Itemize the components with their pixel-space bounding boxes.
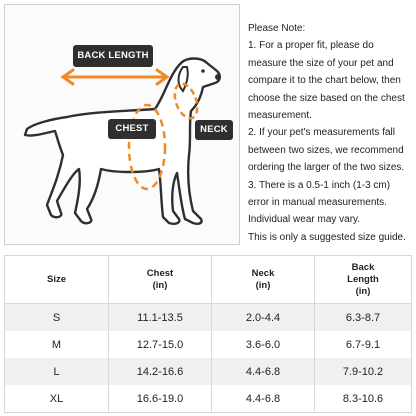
table-header-row <box>5 256 411 304</box>
table-row <box>5 331 411 358</box>
size-cell: S <box>52 311 61 324</box>
dog-nose <box>215 74 221 80</box>
header-length-text: Length <box>347 273 379 285</box>
header-back-text: Back <box>351 261 375 273</box>
header-chest <box>108 256 211 303</box>
chest-label: CHEST <box>108 119 156 139</box>
neck-cell: 3.6-6.0 <box>211 331 314 358</box>
note-line: 3. There is a 0.5-1 inch (1-3 cm) <box>248 179 391 191</box>
note-line: Please Note: <box>248 23 306 34</box>
neck-cell: 4.4-6.8 <box>211 385 314 412</box>
back-cell: 6.7-9.1 <box>314 331 411 358</box>
back-cell: 8.3-10.6 <box>314 385 411 412</box>
note-line: Individual wear may vary. <box>248 214 361 226</box>
neck-label: NECK <box>195 120 233 140</box>
table-row <box>5 385 411 412</box>
table-row <box>5 358 411 385</box>
note-line: between two sizes, we recommend <box>248 144 404 156</box>
dog-body-outline <box>25 59 220 224</box>
chest-cell: 16.6-19.0 <box>108 385 211 412</box>
header-neck-text: Neck <box>251 267 275 279</box>
note-line: measurement. <box>248 110 312 122</box>
back-cell: 7.9-10.2 <box>314 358 411 385</box>
header-size <box>5 256 108 303</box>
size-cell: L <box>53 365 60 378</box>
header-back-length <box>314 256 411 303</box>
note-line: This is only a suggested size guide. <box>248 231 406 243</box>
neck-cell: 2.0-4.4 <box>211 304 314 331</box>
table-row <box>5 304 411 331</box>
chest-cell: 11.1-13.5 <box>108 304 211 331</box>
header-back-unit: (in) <box>355 285 371 297</box>
note-line: 1. For a proper fit, please do <box>248 40 374 52</box>
note-line: compare it to the chart below, then <box>248 75 401 87</box>
note-line: 2. If your pet's measurements fall <box>248 127 395 139</box>
back-length-arrow <box>63 70 167 84</box>
sizing-note <box>248 20 414 246</box>
header-chest-text: Chest <box>146 267 174 279</box>
header-chest-unit: (in) <box>152 279 168 291</box>
chest-cell: 12.7-15.0 <box>108 331 211 358</box>
size-cell: XL <box>49 392 64 405</box>
back-length-label: BACK LENGTH <box>73 45 153 67</box>
header-neck <box>211 256 314 303</box>
size-chart-table <box>4 255 412 413</box>
chest-cell: 14.2-16.6 <box>108 358 211 385</box>
back-cell: 6.3-8.7 <box>314 304 411 331</box>
size-cell: M <box>51 338 62 351</box>
note-line: choose the size based on the chest <box>248 92 405 104</box>
note-line: error in manual measurements. <box>248 197 387 209</box>
note-line: measure the size of your pet and <box>248 57 394 69</box>
header-size-text: Size <box>46 273 66 285</box>
header-neck-unit: (in) <box>255 279 271 291</box>
dog-eye <box>201 69 205 73</box>
note-line: ordering the larger of the two sizes. <box>248 162 405 174</box>
dog-measurement-diagram <box>4 4 240 245</box>
neck-cell: 4.4-6.8 <box>211 358 314 385</box>
